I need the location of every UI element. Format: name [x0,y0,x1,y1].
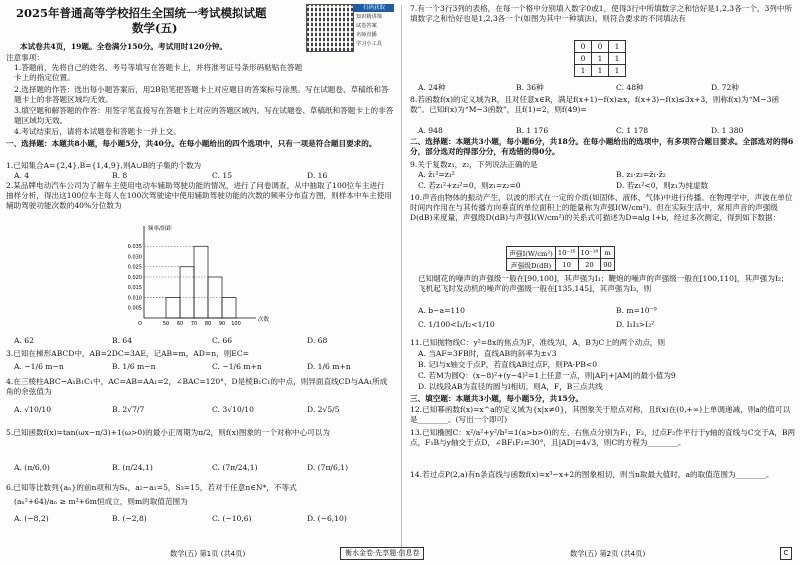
notice-label: 注意事项： [6,53,44,62]
q9-option-d: D. 若z₁²<0，则z₁为纯虚数 [616,181,709,190]
histogram-bar [194,246,208,318]
column-divider [401,6,402,558]
qr-item: 学习小工具 [356,41,382,47]
q3-stem: 3.已知在梯形ABCD中，AB=2DC=3AE，记AB=m，AD=n，则EC= [6,349,250,358]
q8-option-c: C. 1 178 [616,126,649,135]
q8-option-b: B. 1 176 [516,126,549,135]
x-axis-label: 次数 [258,317,270,323]
grid-cell: 1 [609,53,626,65]
q5-option-c: C. (7π/24,1) [212,463,258,472]
q10-stem: 10.声音由物体的振动产生，以波的形式在一定的介质(如固体、液体、气体)中进行传播。在物理学中，声波在单位时间内作用在与其传播方向垂直的单位面积上的能量称为声强I(W/cm²)。但在实际生活中，常用声音的声强级D(dB)来度量，声强级D(dB)与声强I(W/cm²)的关系式可描述为D=alg I+b，经过多次测定，得到如下数据： [410,193,793,222]
q3-option-c: C. −1/6 m+n [212,362,262,371]
table-cell: 10⁻¹⁸ [578,247,601,259]
x-tick-label: 50 [162,321,170,327]
exam-subtitle: 数学(五) [132,21,178,35]
q7-option-b: B. 36种 [516,83,544,92]
histogram-bar [180,267,194,318]
q11-option-b: B. 记l与x轴交于点P，若直线AB过点F，则PA·PB<0 [418,360,598,369]
q1-option-d: D. 16 [307,171,328,180]
grid-cell: 1 [609,65,626,77]
q10-option-d: D. I₁I₃>I₂² [616,320,655,329]
grid-cell: 0 [592,41,609,53]
q9-option-a: A. z̄₁²=z₁² [418,170,455,179]
q6-stem-line1: 6.已知等比数列{aₙ}的前n项和为Sₙ，a₂−a₁=5，S₃=15，若对于任意n∈N*，不等式 [6,483,297,492]
x-tick-label: 100 [231,321,241,327]
table-header-cell: 声强I(W/cm²) [507,247,556,259]
q8-option-a: A. 948 [418,126,443,135]
section3-heading: 三、填空题：本题共3小题，每小题5分，共15分。 [410,394,584,403]
q2-option-c: C. 66 [212,336,233,345]
q11-option-a: A. 当AF=3FB时，直线AB的斜率为±√3 [418,349,557,358]
table-cell: 20 [578,259,601,271]
q12-stem: 12.已知幂函数f(x)=x^a的定义域为{x|x≠0}，其图象关于原点对称，且f(x)在(0,+∞)上单调递减，则a的值可以是________。(写出一个即可) [410,405,791,424]
q7-stem: 7.有一个3行3列的表格，在每一个格中分别填入数字0或1，使得3行中所填数字之和恰好是1,2,3各一个，3列中所填数字之和恰好也是1,2,3各一个(如图为其中一种填法)，则符合要求的不同填法有 [410,4,793,23]
footer-right-page: 数学(五) 第2页 (共4页) [570,549,646,558]
notice-1: 1.答题前，先将自己的姓名、考号等填写在答题卡上，并将准考证号条形码粘贴在答题卡上的指定位置。 [14,63,303,82]
grid-cell: 1 [592,53,609,65]
y-axis-label: 频率/组距 [148,226,172,232]
table-header-cell: 声强级D(dB) [507,259,556,271]
y-tick-label: 0.010 [127,295,142,302]
x-tick-label: 60 [176,321,184,327]
q2-option-a: A. 62 [14,336,34,345]
right-column [406,0,798,565]
y-tick-label: 0.015 [127,285,142,292]
y-tick-label: 0.020 [127,274,142,281]
table-cell: 90 [601,259,615,271]
qr-item: 名师直播 [356,32,377,38]
qr-item: 试卷答案 [356,23,377,29]
qr-code-icon[interactable] [306,4,354,52]
y-tick-label: 0.035 [127,244,142,251]
table-cell: 10⁻¹⁶ [555,247,578,259]
q7-example-grid [574,40,626,77]
table-cell: 10 [555,259,578,271]
x-tick-label: 90 [218,321,226,327]
q1-option-c: C. 15 [212,171,233,180]
grid-cell: 1 [592,65,609,77]
q6-option-b: B. (−2,8) [112,514,147,523]
section2-heading: 二、选择题：本题共3小题，每小题6分，共18分。在每小题给出的选项中，有多项符合题目要求。全部选对的得6分，部分选对的得部分分，有选错的得0分。 [410,137,794,156]
q3-option-b: B. 1/6 m−n [112,362,156,371]
q2-option-d: D. 68 [307,336,328,345]
q10-stem-2: 已知烟花的噪声的声强级一般在[90,100]，其声强为I₁；鞭炮的噪声的声强级一般在[100,110]，其声强为I₂；飞机起飞时发动机的噪声的声强级一般在[135,145]，其声强为I₃，则 [418,274,789,293]
q7-option-a: A. 24种 [418,83,446,92]
qr-panel-head: 扫码获取 [354,4,394,12]
q10-data-table [506,246,615,271]
q14-stem: 14.若过点P(2,a)有n条直线与函数f(x)=x³−x+2的图象相切，则当n取最大值时，a的取值范围为________。 [410,470,774,479]
grid-cell: 0 [575,53,592,65]
left-column [2,0,394,565]
q7-option-d: D. 72种 [711,83,739,92]
x-tick-label: 80 [204,321,212,327]
q4-option-a: A. √10/10 [14,405,52,414]
notice-3: 3.填空题和解答题的作答：用签字笔直接写在答题卡上对应的答题区域内。写在试题卷、草稿纸和答题卡上的非答题区域均无效。 [14,106,394,125]
grid-cell: 1 [609,41,626,53]
q2-option-b: B. 64 [112,336,133,345]
q1-option-b: B. 8 [112,171,128,180]
q8-stem: 8.若函数f(x)的定义域为R，且对任意x∈R，满足f(x+1)−f(x)≥x，f(x+3)−f(x)≤3x+3，则称f(x)为“M−3函数”。已知f(x)为“M−3函数”，且f(1)=2，则f(49)= [410,95,780,114]
q9-option-c: C. 若z₁²+z₂²=0，则z₁=z₂=0 [418,181,521,190]
q1-stem: 1.已知集合A={2,4},B={1,4,9},则A∪B的子集的个数为 [6,161,202,170]
y-tick-label: 0.025 [127,264,142,271]
q4-stem: 4.在三棱柱ABC−A₁B₁C₁中，AC=AB=AA₁=2，∠BAC=120°，D是棱B₁C₁的中点，则异面直线CD与AA₁所成角的余弦值为 [6,377,388,396]
q4-option-d: D. 2√5/5 [307,405,340,414]
section1-heading: 一、选择题：本题共8小题，每小题5分，共40分。在每小题给出的四个选项中，只有一项是符合题目要求的。 [6,139,377,148]
q11-option-d: D. 以线段AB为直径的圆与l相切，则A，F，B三点共线 [418,382,603,391]
q11-option-c: C. 若M为圆Q：(x−8)²+(y−4)²=1上任意一点，则|AF|+|AM|的最小值为9 [418,371,676,380]
table-cell: m [601,247,615,259]
q5-option-a: A. (π/6,0) [14,463,50,472]
footer-brand: 衡水金卷·先享题·信息卷 [340,547,424,560]
q6-stem-line2: (aₙ²+64)/aₙ ≥ m²+6m恒成立，则m的取值范围为 [14,497,188,506]
q6-option-c: C. (−10,6) [212,514,252,523]
q11-stem: 11.已知抛物线C：y²=8x的焦点为F，准线为l，A，B为C上的两个动点，则 [410,338,666,347]
q6-option-d: D. (−6,10) [307,514,347,523]
corner-mark: C [780,547,792,560]
q10-option-b: B. m=10⁻⁹ [616,306,657,315]
y-tick-label: 0.005 [127,305,142,312]
exam-intro: 本试卷共4页，19题。全卷满分150分。考试用时120分钟。 [20,42,228,51]
frequency-histogram [122,222,270,330]
y-tick-label: 0.030 [127,254,142,261]
grid-cell: 0 [575,41,592,53]
q9-option-b: B. z₁·z₂=z̄₁·z̄₂ [616,170,666,179]
qr-panel [354,4,394,50]
q4-option-c: C. 3√10/10 [212,405,254,414]
notice-2: 2.选择题的作答：选出每小题答案后，用2B铅笔把答题卡上对应题目的答案标号涂黑。写在试题卷、草稿纸和答题卡上的非答题区域均无效。 [14,85,389,104]
notice-4: 4.考试结束后，请将本试题卷和答题卡一并上交。 [14,127,181,136]
origin-label: O [138,321,142,327]
q2-stem: 2.某品牌电动汽车公司为了解车主使用电动车辅助驾驶功能的情况，进行了问卷调查，从中抽取了100位车主进行抽样分析，得出这100位车主每人在100次驾驶途中使用辅助驾驶功能的次数的频率分布直方图，则样本中车主使用辅助驾驶功能次数的40%分位数为 [6,181,392,210]
q1-option-a: A. 4 [14,171,30,180]
footer-left-page: 数学(五) 第1页 (共4页) [170,549,246,558]
histogram-bar [166,298,180,319]
q5-stem: 5.已知函数f(x)=tan(ωx−π/3)+1(ω>0)的最小正周期为π/2，则f(x)图象的一个对称中心可以为 [6,428,330,437]
qr-item: 知识精讲课 [356,14,382,20]
q5-option-d: D. (7π/6,1) [307,463,349,472]
q3-option-d: D. 1/6 m+n [307,362,351,371]
x-tick-label: 70 [190,321,198,327]
histogram-bar [222,298,236,319]
q7-option-c: C. 48种 [616,83,644,92]
q3-option-a: A. −1/6 m−n [14,362,64,371]
q5-option-b: B. (π/24,1) [112,463,153,472]
q10-option-c: C. 1/100<I₁/I₂<1/10 [418,320,495,329]
q6-option-a: A. (−8,2) [14,514,49,523]
q13-stem: 13.已知椭圆C：x²/a²+y²/b²=1(a>b>0)的左、右焦点分别为F₁，F₂，过点F₂作平行于y轴的直线与C交于A，B两点，F₁B与y轴交于点D，∠BF₁F₂=30°，且|AD|=4√3，则C的方程为________。 [410,428,796,447]
grid-cell: 1 [575,65,592,77]
q8-option-d: D. 1 380 [711,126,744,135]
exam-title: 2025年普通高等学校招生全国统一考试模拟试题 [16,6,267,20]
q9-stem: 9.关于复数z₁，z₂，下列说法正确的是 [410,160,538,169]
q4-option-b: B. 2√7/7 [112,405,145,414]
q10-option-a: A. b−a=110 [418,306,465,315]
